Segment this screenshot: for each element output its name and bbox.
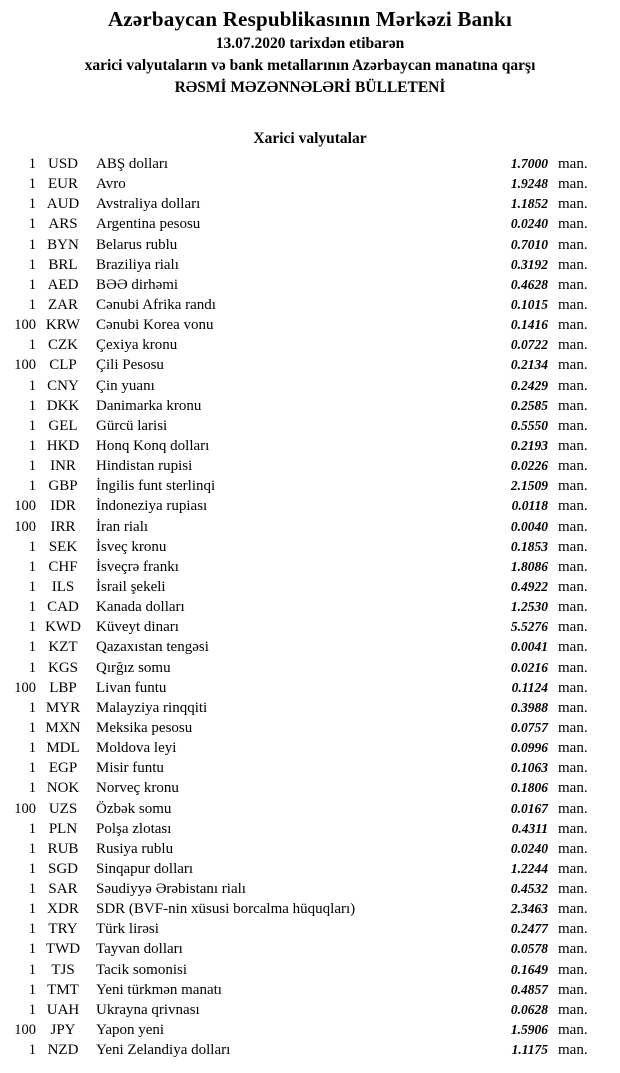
currency-code-cell: MYR xyxy=(45,699,81,716)
table-row xyxy=(0,315,620,335)
unit-cell: man. xyxy=(558,256,588,273)
table-row xyxy=(0,1040,620,1060)
unit-cell: man. xyxy=(558,619,588,636)
unit-cell: man. xyxy=(558,760,588,777)
currency-name-cell: İran rialı xyxy=(96,518,149,535)
quantity-cell: 1 xyxy=(28,377,36,394)
table-row xyxy=(0,235,620,255)
rate-cell: 0.2477 xyxy=(510,921,548,937)
bulletin-title: RƏSMİ MƏZƏNNƏLƏRİ BÜLLETENİ xyxy=(174,79,446,96)
currency-code-cell: IDR xyxy=(50,498,76,515)
table-row xyxy=(0,214,620,234)
unit-cell: man. xyxy=(558,317,588,334)
currency-name-cell: Avstraliya dolları xyxy=(96,196,201,213)
quantity-cell: 1 xyxy=(28,639,36,656)
currency-name-cell: Norveç kronu xyxy=(96,780,179,797)
currency-name-cell: Ukrayna qrivnası xyxy=(96,1001,200,1018)
currency-code-cell: IRR xyxy=(50,518,76,535)
currency-code-cell: PLN xyxy=(48,820,78,837)
section-title: Xarici valyutalar xyxy=(253,130,367,147)
quantity-cell: 100 xyxy=(14,518,36,535)
table-row xyxy=(0,738,620,758)
rate-cell: 5.5276 xyxy=(510,619,548,635)
table-row xyxy=(0,758,620,778)
currency-code-cell: EUR xyxy=(48,176,78,193)
rate-cell: 0.0722 xyxy=(510,337,548,353)
currency-name-cell: Tayvan dolları xyxy=(96,941,183,958)
currency-name-cell: Avro xyxy=(96,176,126,193)
unit-cell: man. xyxy=(558,961,588,978)
currency-name-cell: İsveçrə frankı xyxy=(96,558,179,575)
unit-cell: man. xyxy=(558,337,588,354)
quantity-cell: 1 xyxy=(28,599,36,616)
currency-name-cell: Misir funtu xyxy=(96,760,164,777)
table-row xyxy=(0,577,620,597)
table-row xyxy=(0,174,620,194)
rate-cell: 0.1063 xyxy=(510,760,548,776)
table-row xyxy=(0,376,620,396)
rate-cell: 1.5906 xyxy=(510,1022,548,1038)
table-row xyxy=(0,939,620,959)
currency-code-cell: BRL xyxy=(48,256,78,273)
rate-cell: 0.0240 xyxy=(510,216,548,232)
unit-cell: man. xyxy=(558,820,588,837)
currency-code-cell: ILS xyxy=(51,578,75,595)
unit-cell: man. xyxy=(558,156,588,172)
currency-code-cell: LBP xyxy=(49,679,77,696)
quantity-cell: 1 xyxy=(28,860,36,877)
currency-code-cell: RUB xyxy=(47,840,79,857)
rate-cell: 0.5550 xyxy=(510,417,548,433)
rate-cell: 2.1509 xyxy=(510,478,548,494)
rate-cell: 0.2134 xyxy=(510,357,548,373)
quantity-cell: 100 xyxy=(14,800,36,817)
rate-cell: 1.2530 xyxy=(510,599,548,615)
unit-cell: man. xyxy=(558,679,588,696)
rate-cell: 0.0240 xyxy=(510,840,548,856)
table-row xyxy=(0,617,620,637)
rate-cell: 0.2585 xyxy=(510,397,548,413)
rate-cell: 0.0578 xyxy=(510,941,548,957)
rate-cell: 1.2244 xyxy=(510,860,548,876)
quantity-cell: 100 xyxy=(14,1022,36,1039)
rate-cell: 1.1175 xyxy=(511,1042,548,1058)
table-row xyxy=(0,597,620,617)
table-row xyxy=(0,456,620,476)
unit-cell: man. xyxy=(558,176,588,193)
table-row xyxy=(0,476,620,496)
currency-code-cell: TWD xyxy=(45,941,81,958)
rate-cell: 0.0040 xyxy=(510,518,548,534)
table-row xyxy=(0,517,620,537)
rate-cell: 0.7010 xyxy=(510,236,548,252)
rate-cell: 0.4857 xyxy=(510,981,548,997)
unit-cell: man. xyxy=(558,458,588,475)
unit-cell: man. xyxy=(558,538,588,555)
currency-code-cell: KGS xyxy=(47,659,78,676)
currency-name-cell: Çin yuanı xyxy=(96,377,155,394)
currency-code-cell: TJS xyxy=(51,961,75,978)
currency-code-cell: SEK xyxy=(48,538,78,555)
currency-code-cell: SGD xyxy=(47,860,78,877)
quantity-cell: 100 xyxy=(14,317,36,334)
unit-cell: man. xyxy=(558,558,588,575)
currency-code-cell: MXN xyxy=(45,719,81,736)
rate-cell: 0.1649 xyxy=(510,961,548,977)
quantity-cell: 1 xyxy=(28,1042,36,1059)
rate-cell: 0.0226 xyxy=(510,458,548,474)
currency-name-cell: Küveyt dinarı xyxy=(96,619,179,636)
rate-cell: 0.0167 xyxy=(510,800,548,816)
currency-code-cell: AED xyxy=(47,276,79,293)
quantity-cell: 1 xyxy=(28,740,36,757)
quantity-cell: 1 xyxy=(28,478,36,495)
currency-name-cell: Malayziya rinqqiti xyxy=(96,699,208,716)
currency-code-cell: NZD xyxy=(47,1042,79,1059)
quantity-cell: 1 xyxy=(28,659,36,676)
unit-cell: man. xyxy=(558,639,588,656)
currency-code-cell: CLP xyxy=(49,357,77,374)
unit-cell: man. xyxy=(558,860,588,877)
rate-cell: 0.1853 xyxy=(510,538,548,554)
table-row xyxy=(0,718,620,738)
quantity-cell: 1 xyxy=(28,296,36,313)
table-row xyxy=(0,355,620,375)
table-row xyxy=(0,819,620,839)
rate-cell: 1.8086 xyxy=(510,558,548,574)
unit-cell: man. xyxy=(558,1022,588,1039)
currency-name-cell: Türk lirəsi xyxy=(96,921,159,938)
currency-code-cell: KWD xyxy=(45,619,81,636)
currency-name-cell: Qazaxıstan tengəsi xyxy=(96,639,209,656)
table-row xyxy=(0,1000,620,1020)
currency-code-cell: CAD xyxy=(47,599,79,616)
quantity-cell: 1 xyxy=(28,1001,36,1018)
quantity-cell: 1 xyxy=(28,961,36,978)
quantity-cell: 1 xyxy=(28,921,36,938)
quantity-cell: 1 xyxy=(28,176,36,193)
currency-code-cell: UZS xyxy=(48,800,78,817)
quantity-cell: 1 xyxy=(28,780,36,797)
quantity-cell: 1 xyxy=(28,558,36,575)
unit-cell: man. xyxy=(558,1001,588,1018)
currency-name-cell: Yeni Zelandiya dolları xyxy=(96,1042,231,1059)
table-row xyxy=(0,698,620,718)
currency-code-cell: TRY xyxy=(48,921,78,938)
table-row xyxy=(0,879,620,899)
unit-cell: man. xyxy=(558,397,588,414)
quantity-cell: 1 xyxy=(28,699,36,716)
unit-cell: man. xyxy=(558,276,588,293)
currency-code-cell: BYN xyxy=(47,236,79,253)
currency-code-cell: INR xyxy=(50,458,76,475)
unit-cell: man. xyxy=(558,478,588,495)
table-row xyxy=(0,295,620,315)
unit-cell: man. xyxy=(558,518,588,535)
quantity-cell: 100 xyxy=(14,498,36,515)
rate-cell: 1.1852 xyxy=(510,196,548,212)
currency-name-cell: Moldova leyi xyxy=(96,740,177,757)
quantity-cell: 1 xyxy=(28,256,36,273)
currency-code-cell: NOK xyxy=(46,780,80,797)
unit-cell: man. xyxy=(558,941,588,958)
rate-cell: 0.1806 xyxy=(510,780,548,796)
unit-cell: man. xyxy=(558,417,588,434)
quantity-cell: 1 xyxy=(28,820,36,837)
unit-cell: man. xyxy=(558,578,588,595)
currency-name-cell: Cənubi Afrika randı xyxy=(96,296,216,313)
currency-name-cell: BƏƏ dirhəmi xyxy=(96,276,179,293)
rate-cell: 0.2193 xyxy=(510,437,548,453)
rate-cell: 0.0118 xyxy=(511,498,548,514)
quantity-cell: 1 xyxy=(28,901,36,918)
quantity-cell: 1 xyxy=(28,216,36,233)
currency-name-cell: Yapon yeni xyxy=(96,1022,165,1039)
unit-cell: man. xyxy=(558,719,588,736)
unit-cell: man. xyxy=(558,357,588,374)
table-row xyxy=(0,778,620,798)
currency-name-cell: İndoneziya rupiası xyxy=(96,498,208,515)
currency-code-cell: CNY xyxy=(47,377,79,394)
unit-cell: man. xyxy=(558,981,588,998)
table-row xyxy=(0,154,620,174)
quantity-cell: 1 xyxy=(28,538,36,555)
quantity-cell: 1 xyxy=(28,760,36,777)
table-row xyxy=(0,637,620,657)
quantity-cell: 1 xyxy=(28,196,36,213)
quantity-cell: 1 xyxy=(28,156,36,172)
currency-name-cell: ABŞ dolları xyxy=(96,156,169,172)
table-row xyxy=(0,960,620,980)
currency-code-cell: MDL xyxy=(46,740,80,757)
unit-cell: man. xyxy=(558,498,588,515)
quantity-cell: 1 xyxy=(28,619,36,636)
unit-cell: man. xyxy=(558,800,588,817)
unit-cell: man. xyxy=(558,780,588,797)
rate-cell: 2.3463 xyxy=(510,901,548,917)
table-row xyxy=(0,839,620,859)
currency-name-cell: Rusiya rublu xyxy=(96,840,174,857)
table-row xyxy=(0,416,620,436)
quantity-cell: 1 xyxy=(28,437,36,454)
unit-cell: man. xyxy=(558,377,588,394)
unit-cell: man. xyxy=(558,659,588,676)
table-row xyxy=(0,799,620,819)
table-row xyxy=(0,919,620,939)
quantity-cell: 1 xyxy=(28,236,36,253)
rate-cell: 0.0216 xyxy=(510,659,548,675)
table-row xyxy=(0,678,620,698)
currency-name-cell: Çili Pesosu xyxy=(96,357,164,374)
rate-cell: 0.1416 xyxy=(510,317,548,333)
page-title: Azərbaycan Respublikasının Mərkəzi Bankı xyxy=(107,7,513,31)
currency-code-cell: KZT xyxy=(48,639,78,656)
quantity-cell: 1 xyxy=(28,719,36,736)
rate-cell: 0.3192 xyxy=(510,256,548,272)
unit-cell: man. xyxy=(558,216,588,233)
quantity-cell: 1 xyxy=(28,417,36,434)
table-row xyxy=(0,335,620,355)
currency-name-cell: Polşa zlotası xyxy=(96,820,172,837)
currency-code-cell: EGP xyxy=(48,760,78,777)
table-row xyxy=(0,496,620,516)
currency-name-cell: Çexiya kronu xyxy=(96,337,178,354)
unit-cell: man. xyxy=(558,881,588,898)
currency-code-cell: ZAR xyxy=(48,296,78,313)
currency-code-cell: SAR xyxy=(48,881,78,898)
currency-code-cell: JPY xyxy=(50,1022,76,1039)
unit-cell: man. xyxy=(558,740,588,757)
table-row xyxy=(0,980,620,1000)
currency-name-cell: Braziliya rialı xyxy=(96,256,179,273)
unit-cell: man. xyxy=(558,840,588,857)
currency-name-cell: Belarus rublu xyxy=(96,236,178,253)
table-row xyxy=(0,899,620,919)
currency-name-cell: İsveç kronu xyxy=(96,538,167,555)
currency-code-cell: UAH xyxy=(46,1001,80,1018)
unit-cell: man. xyxy=(558,699,588,716)
quantity-cell: 1 xyxy=(28,458,36,475)
currency-code-cell: TMT xyxy=(47,981,79,998)
currency-name-cell: İngilis funt sterlinqi xyxy=(96,478,216,495)
rate-cell: 0.1124 xyxy=(511,679,548,695)
rate-cell: 0.4628 xyxy=(510,276,548,292)
currency-name-cell: Hindistan rupisi xyxy=(96,458,193,475)
unit-cell: man. xyxy=(558,296,588,313)
rate-cell: 0.4311 xyxy=(511,820,548,836)
currency-code-cell: KRW xyxy=(45,317,81,334)
quantity-cell: 1 xyxy=(28,981,36,998)
document-header xyxy=(0,0,620,99)
currency-name-cell: SDR (BVF-nin xüsusi borcalma hüquqları) xyxy=(96,901,356,918)
quantity-cell: 1 xyxy=(28,881,36,898)
currency-code-cell: CHF xyxy=(48,558,78,575)
unit-cell: man. xyxy=(558,901,588,918)
table-row xyxy=(0,194,620,214)
table-row xyxy=(0,396,620,416)
currency-name-cell: Özbək somu xyxy=(96,800,172,817)
quantity-cell: 1 xyxy=(28,337,36,354)
table-row xyxy=(0,1020,620,1040)
currency-code-cell: DKK xyxy=(46,397,80,414)
rate-cell: 0.3988 xyxy=(510,699,548,715)
currency-name-cell: Tacik somonisi xyxy=(96,961,188,978)
table-row xyxy=(0,859,620,879)
currency-code-cell: USD xyxy=(47,156,78,172)
rate-cell: 0.4532 xyxy=(510,881,548,897)
currency-code-cell: HKD xyxy=(46,437,80,454)
unit-cell: man. xyxy=(558,196,588,213)
currency-name-cell: Gürcü larisi xyxy=(96,417,168,434)
currency-name-cell: Cənubi Korea vonu xyxy=(96,317,214,334)
currency-name-cell: Honq Konq dolları xyxy=(96,437,210,454)
currency-name-cell: Qırğız somu xyxy=(96,659,171,676)
rate-cell: 0.2429 xyxy=(510,377,548,393)
rate-cell: 0.4922 xyxy=(510,578,548,594)
currency-code-cell: AUD xyxy=(46,196,80,213)
currency-name-cell: Danimarka kronu xyxy=(96,397,202,414)
currency-name-cell: Yeni türkmən manatı xyxy=(96,981,222,998)
rate-cell: 0.0996 xyxy=(510,740,548,756)
rates-table xyxy=(0,154,620,1060)
unit-cell: man. xyxy=(558,599,588,616)
table-row xyxy=(0,255,620,275)
currency-code-cell: CZK xyxy=(48,337,78,354)
rate-cell: 1.7000 xyxy=(510,156,548,171)
table-row xyxy=(0,275,620,295)
unit-cell: man. xyxy=(558,1042,588,1059)
currency-code-cell: XDR xyxy=(47,901,79,918)
subtitle: xarici valyutaların və bank metallarının Azərbaycan manatına qarşı xyxy=(84,57,536,74)
quantity-cell: 100 xyxy=(14,679,36,696)
table-row xyxy=(0,658,620,678)
currency-name-cell: Meksika pesosu xyxy=(96,719,193,736)
currency-name-cell: Livan funtu xyxy=(96,679,167,696)
table-row xyxy=(0,436,620,456)
quantity-cell: 1 xyxy=(28,941,36,958)
currency-name-cell: Səudiyyə Ərəbistanı rialı xyxy=(96,881,246,898)
currency-name-cell: Argentina pesosu xyxy=(96,216,201,233)
rate-cell: 0.0041 xyxy=(510,639,548,655)
currency-code-cell: GBP xyxy=(48,478,78,495)
currency-code-cell: ARS xyxy=(48,216,78,233)
quantity-cell: 1 xyxy=(28,276,36,293)
quantity-cell: 1 xyxy=(28,578,36,595)
table-row xyxy=(0,557,620,577)
unit-cell: man. xyxy=(558,921,588,938)
currency-name-cell: Kanada dolları xyxy=(96,599,185,616)
currency-name-cell: Sinqapur dolları xyxy=(96,860,194,877)
table-row xyxy=(0,537,620,557)
unit-cell: man. xyxy=(558,236,588,253)
quantity-cell: 1 xyxy=(28,397,36,414)
rate-cell: 1.9248 xyxy=(510,176,548,192)
quantity-cell: 100 xyxy=(14,357,36,374)
effective-date: 13.07.2020 tarixdən etibarən xyxy=(215,35,405,52)
quantity-cell: 1 xyxy=(28,840,36,857)
rate-cell: 0.1015 xyxy=(510,296,548,312)
unit-cell: man. xyxy=(558,437,588,454)
rate-cell: 0.0628 xyxy=(510,1001,548,1017)
currency-code-cell: GEL xyxy=(48,417,78,434)
currency-name-cell: İsrail şekeli xyxy=(96,578,166,595)
rate-cell: 0.0757 xyxy=(510,719,548,735)
